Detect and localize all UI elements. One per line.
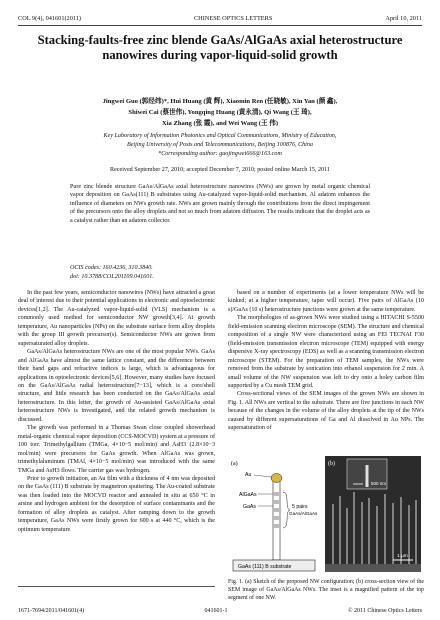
inset-scale-label: 500 nm <box>371 481 387 486</box>
author-list <box>18 96 422 129</box>
pairs-sub-label: GaAs/AlGaAs <box>289 511 318 516</box>
header-journal-name: CHINESE OPTICS LETTERS <box>193 14 273 22</box>
running-header <box>18 13 422 23</box>
au-leader <box>254 475 271 477</box>
affiliation-line: Beijing University of Posts and Telecommunications, Beijing 100876, China <box>127 142 313 148</box>
gaas-label: GaAs <box>243 504 256 510</box>
panel-a-label: (a) <box>231 461 238 467</box>
ocis-codes: OCIS codes: 160.4236, 310.3840. <box>70 265 153 271</box>
corresponding-author: *Corresponding author: guojingwei666@163.com <box>158 151 282 157</box>
algaas-band <box>273 508 280 512</box>
header-date: April 10, 2011 <box>385 14 422 22</box>
paragraph: GaAs/AlGaAs heterostructure NWs are one of the most popular NWs. GaAs and AlGaAs have almost the same lattice constant, and the difference between their band gaps and refractive indices is large, which is advantageous for applications in optoelectronic devices[5,6]. However, many studies have focused on the GaAs/AlGaAs radial heterostructure[7−13], which is a core/shell structure, and little research has been conducted on the GaAs/AlGaAs axial heterostructure. In this letter, the growth of Au-assisted GaAs/AlGaAs axial heterostructure NWs is investigated, and the related growth mechanism is discussed. <box>18 349 215 423</box>
paragraph: The morphologies of as-grown NWs were studied using a HITACHI S-5500 field-emission scanning electron microscope (SEM). The structure and chemical composition of a single NW were characterized using an FEI TECNAI F30 (field-emission transmission electron microscope (TEM) equipped with energy dispersive X-ray spectroscopy (EDS) as well as a scanning transmission electron microscope (STEM). For the preparation of TEM samples, the NWs were removed from the substrate by sonication into ethanol suspension for 2 min. A small volume of the NW suspension was left to dry onto a holey carbon film supported by a Cu mesh TEM grid. <box>228 315 424 389</box>
algaas-band <box>273 516 280 520</box>
pairs-brace <box>283 492 290 528</box>
page-footer <box>18 606 422 616</box>
author-line: Jingwei Guo (郭经纬)*, Hui Huang (黄 辉), Xiaomin Ren (任晓敏), Xin Yan (颜 鑫), <box>102 98 338 105</box>
left-column <box>18 289 215 534</box>
figure-1 <box>229 456 421 576</box>
paragraph: based on a number of experiments (at a lower temperature NWs will be kinked; at a higher temperature, taper will occur). Five pairs of AlGaAs (10 s)/GaAs (10 s) heterostructure junctions were grown at the same temperature. <box>228 290 424 313</box>
au-droplet <box>271 474 282 483</box>
pairs-label: 5 pairs <box>292 504 308 510</box>
received-dates: Received September 27, 2010; accepted December 7, 2010; posted online March 15, 2011 <box>110 167 330 173</box>
abstract: Pure zinc blende structure GaAs/AlGaAs axial heterostructure nanowires (NWs) are grown by metal organic chemical vapor deposition on GaAs(111) B substrates using Au-catalyzed vapor-liquid-solid mechanism. Al adatom enhances the influence of diameters on NWs growth rate. NWs are grown mainly through the contributions from the direct impingement of the precursors onto the alloy droplets and not so much from adatom diffusion. The results indicate that the droplet acts as a catalyst rather than an adatom collector. <box>70 184 370 224</box>
figure-caption: Fig. 1. (a) Sketch of the proposed NW configuration; (b) cross-section view of the SEM image of GaAs/AlGaAs NWs. The inset is a magnified pattern of the top segment of one NW. <box>228 579 424 602</box>
footer-page: 041601-1 <box>204 608 228 614</box>
algaas-band <box>273 524 280 528</box>
doi: doi: 10.3788/COL201109.041601. <box>70 274 154 280</box>
paper-title: Stacking-faults-free zinc blende GaAs/AlGaAs axial heterostructure nanowires during vapor-liquid-solid growth <box>37 33 403 62</box>
algaas-band <box>273 500 280 504</box>
right-column <box>228 289 424 433</box>
author-line: Xia Zhang (张 霞), and Wei Wang (王 伟) <box>161 120 279 127</box>
footnote-rule <box>18 586 215 587</box>
affiliation-line: Key Laboratory of Information Photonics and Optical Communications, Ministry of Education, <box>103 133 337 139</box>
author-line: Shiwei Cai (蔡世伟), Yongqing Huang (黄永清), Qi Wang (王 琦), <box>128 109 312 116</box>
sem-substrate <box>325 564 421 572</box>
footer-copyright: © 2011 Chinese Optics Letters <box>347 608 422 614</box>
substrate-label: GaAs (111) B substrate <box>238 564 292 570</box>
paragraph: Prior to growth initiation, an Au film with a thickness of 4 nm was deposited on the GaAs (111) B substrate by magnetron sputtering. The Au-coated substrate was then loaded into the MOCVD reactor and annealed in situ at 650 °C in arsine and hydrogen ambient for the desorption of surface contaminants and the formation of alloy droplets as catalyst. After ramping down to the growth temperature, GaAs NWs were firstly grown for 600 s at 440 °C, which is the optimum temperature <box>18 475 215 533</box>
paragraph: Cross-sectional views of the SEM images of the grown NWs are shown in Fig. 1. All NWs are vertical to the substrate. There are five junctions in each NW because of the changes in the volume of the alloy droplets at the tip of the NWs caused by different supersaturations of Ga and Al dissolved in Au NPs. The supersaturation of <box>228 391 425 432</box>
footer-issn: 1671-7694/2011/041601(4) <box>18 608 85 614</box>
paragraph: The growth was performed in a Thomas Swan close coupled showerhead metal-organic chemical vapor deposition (CCS-MOCVD) system at a pressure of 100 torr. Trimethylgallium (TMGa, 4×10−5 mol/min) and AsH3 (2.8×10−3 mol/min) were precursors for GaAs growth. When AlGaAs was grown, trimethylaluminum (TMAl, 4×10−5 mol/min) was introduced with the same TMGa and AsH3 flows. The carrier gas was hydrogen. <box>18 425 215 474</box>
algaas-band <box>273 492 280 496</box>
panel-b-label: (b) <box>328 461 335 467</box>
affiliation <box>18 132 422 159</box>
header-rule <box>18 25 422 26</box>
figure-graphic <box>229 456 421 576</box>
algaas-label: AlGaAs <box>239 492 257 498</box>
paragraph: In the past few years, semiconductor nanowires (NWs) have attracted a great deal of interest due to their potential applications in electronic and optoelectronic devices[1,2]. The Au-catalyzed vapor-liquid-solid (VLS) mechanism is a commonly used method for semiconductor NW growth[3,4]. At growth temperature, Au nanoparticles (NPs) on the substrate surface form alloy droplets with the group III growth precursor(s). Semiconductor NWs are grown from supersaturated alloy droplets. <box>18 290 215 347</box>
sem-scale-label: 1 μm <box>397 554 408 559</box>
header-journal-ref: COL 9(4), 041601(2011) <box>18 14 82 22</box>
au-label: Au <box>245 472 252 478</box>
